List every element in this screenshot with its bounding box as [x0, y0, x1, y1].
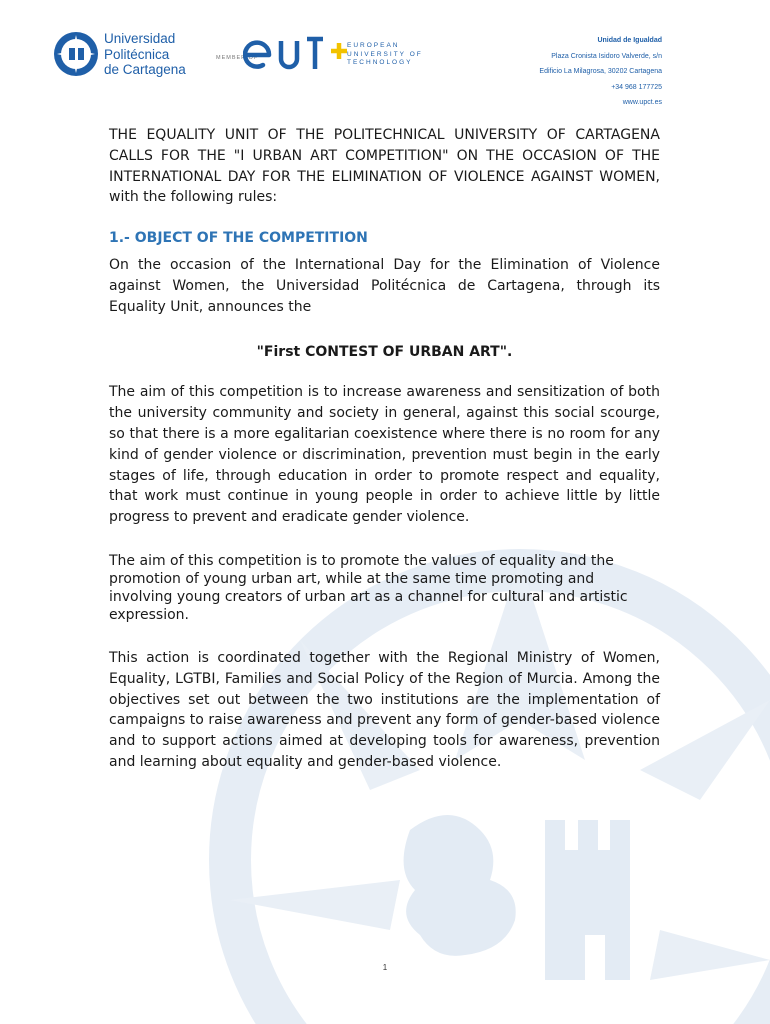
page-number: 1 [382, 963, 388, 972]
action-paragraph: This action is coordinated together with the Regional Ministry of Women, Equality, LGTBI, Families and Social Policy of the Region of Murcia. Among the objectives set out between the two institutions are the implementation of campaigns to raise awareness and prevent any form of gender-based violence and to support actions aimed at developing tools for awareness, prevention and learning about equality and gender-based violence. [109, 649, 660, 770]
contact-website[interactable]: www.upct.es [622, 99, 662, 107]
contact-address-line2: Edificio La Milagrosa, 30202 Cartagena [539, 68, 662, 76]
contact-block [539, 33, 662, 111]
aim-paragraph-2: The aim of this competition is to promote the values of equality and the promotion of young urban art, while at the same time promoting and involving young creators of urban art as a channel for cultural and artistic expression. [109, 552, 628, 623]
eut-text: EUROPEAN UNIVERSITY OF TECHNOLOGY [347, 42, 423, 66]
contest-title: "First CONTEST OF URBAN ART". [256, 343, 513, 360]
university-name: Universidad Politécnica de Cartagena [104, 31, 186, 77]
contact-phone: +34 968 177725 [611, 83, 662, 91]
intro-paragraph: THE EQUALITY UNIT OF THE POLITECHNICAL UNIVERSITY OF CARTAGENA CALLS FOR THE "I URBAN ART COMPETITION" ON THE OCCASION OF THE INTERNATIONAL DAY FOR THE ELIMINATION OF VIOLENCE AGAINST WOMEN, with the following rules: [109, 127, 660, 206]
page-header [0, 0, 770, 110]
document-body [109, 125, 660, 773]
section-heading: 1.- OBJECT OF THE COMPETITION [109, 230, 368, 247]
contact-address-line1: Plaza Cronista Isidoro Valverde, s/n [551, 52, 662, 60]
contact-org: Unidad de Igualdad [597, 37, 662, 44]
upct-seal-icon [52, 30, 100, 78]
aim-paragraph-1: The aim of this competition is to increase awareness and sensitization of both the university community and society in general, against this social scourge, so that there is a more egalitarian coexistence where there is no room for any kind of gender violence or discrimination, prevention must begin in the early stages of life, through education in order to promote respect and equality, that work must continue in young people in order to achieve little by little progress to prevent and eradicate gender violence. [109, 384, 660, 526]
member-of-label: MEMBER OF [216, 55, 259, 61]
object-paragraph: On the occasion of the International Day for the Elimination of Violence against Women, the Universidad Politécnica de Cartagena, through its Equality Unit, announces the [109, 257, 660, 315]
